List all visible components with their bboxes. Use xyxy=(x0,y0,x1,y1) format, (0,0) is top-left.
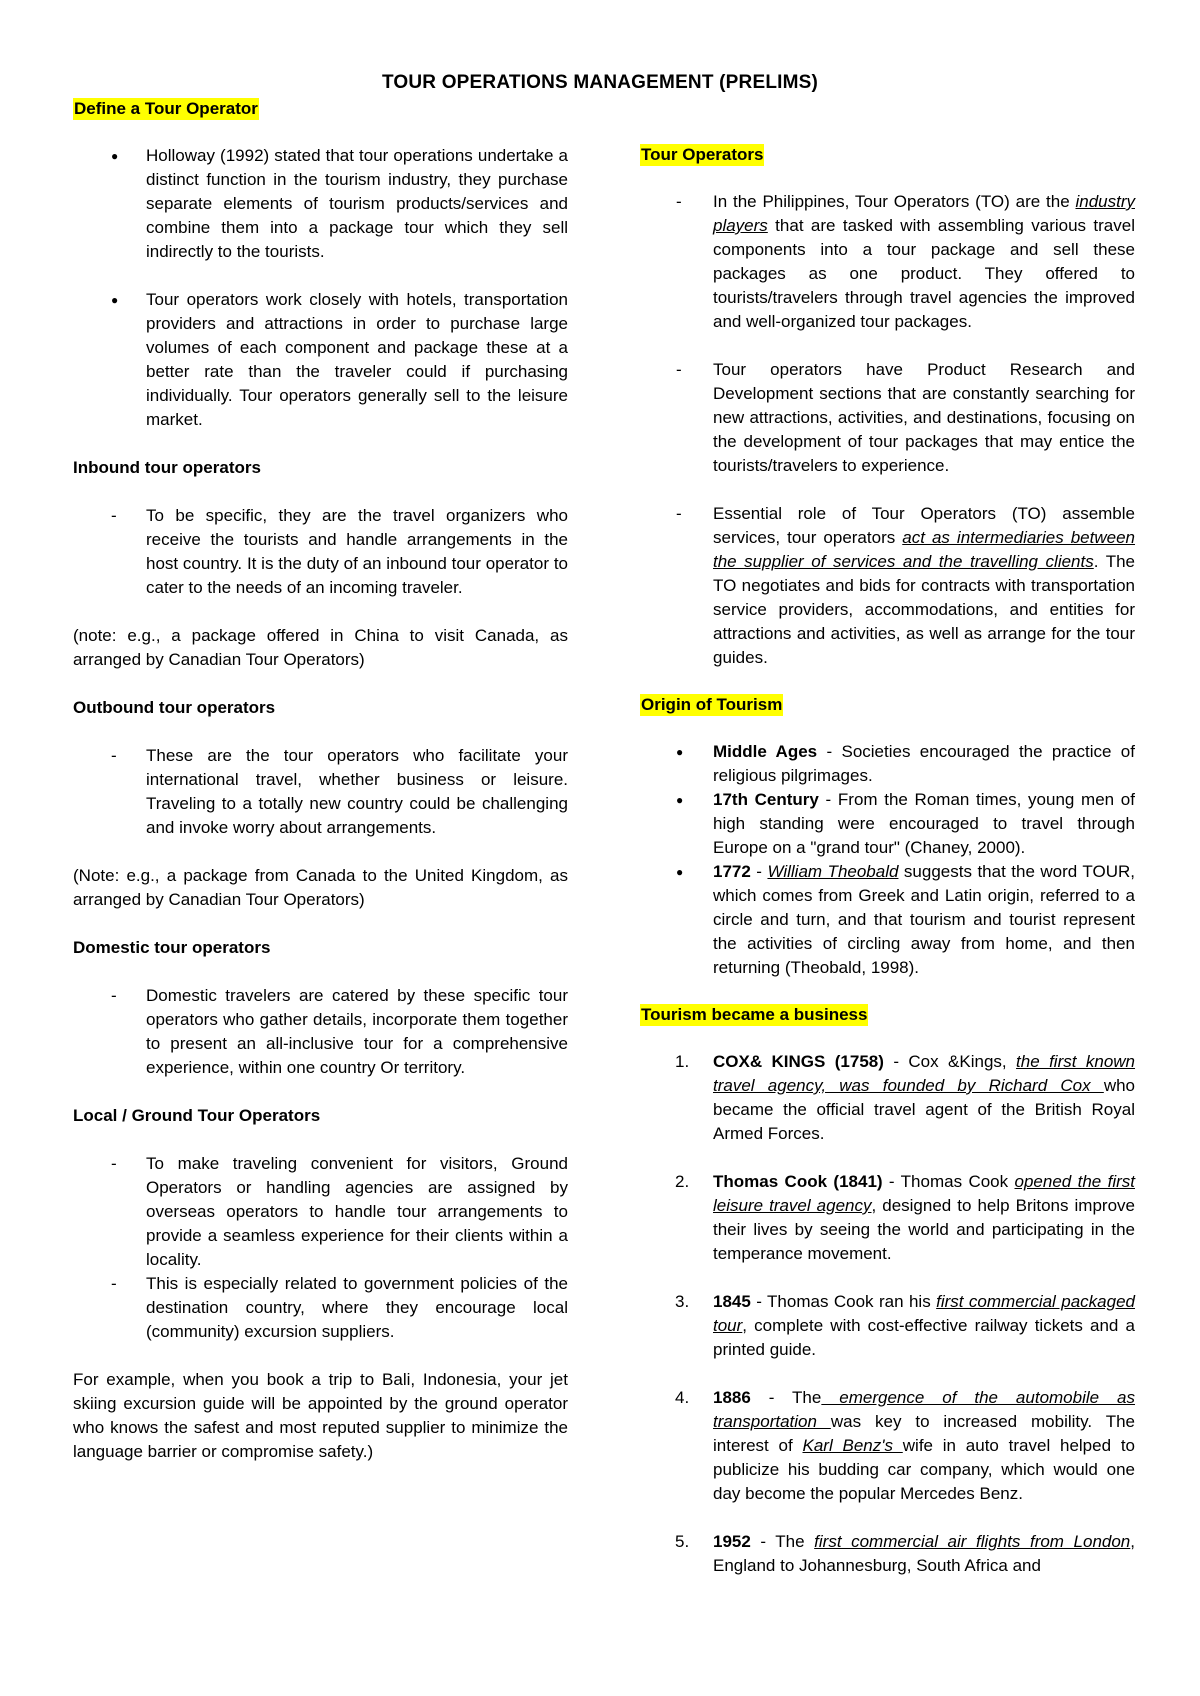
list-item: ● Holloway (1992) stated that tour operations undertake a distinct function in the tourism industry, they purchase separate elements of tourism products/services and combine them into a package tour which they sell indirectly to the tourists. xyxy=(73,144,568,264)
bullet-icon xyxy=(676,788,749,813)
dash-marker: - xyxy=(111,1274,117,1293)
heading-domestic: Domestic tour operators xyxy=(73,938,271,957)
number-marker: 1. xyxy=(675,1052,690,1071)
list-item: - This is especially related to government policies of the destination country, where they encourage local (community) excursion suppliers. xyxy=(111,1274,568,1341)
number-marker: 2. xyxy=(675,1172,690,1191)
bullet-icon xyxy=(676,860,749,885)
list-item: ● 1772 - William Theobald suggests that the word TOUR, which comes from Greek and Latin origin, referred to a circle and turn, and that tourism and tourist represent the activities of circling away from home, and then returning (Theobald, 1998). xyxy=(640,860,1135,980)
bullet-icon xyxy=(676,740,749,765)
inbound-note: (note: e.g., a package offered in China to visit Canada, as arranged by Canadian Tour Operators) xyxy=(73,626,568,669)
left-column xyxy=(73,98,568,1464)
page-title: TOUR OPERATIONS MANAGEMENT (PRELIMS) xyxy=(381,72,819,93)
heading-inbound: Inbound tour operators xyxy=(73,458,261,477)
number-marker: 4. xyxy=(675,1388,690,1407)
number-marker: 5. xyxy=(675,1532,690,1551)
numbered-item: 1. COX& KINGS (1758) - Cox &Kings, the first known travel agency, was founded by Richard Cox who became the official travel agent of the British Royal Armed Forces. xyxy=(675,1052,1136,1143)
local-example: For example, when you book a trip to Bali, Indonesia, your jet skiing excursion guide will be appointed by the ground operator who knows the safest and most reputed supplier to minimize the language barrier or compromise safety.) xyxy=(73,1370,568,1461)
dash-marker: - xyxy=(111,746,117,765)
list-item: - To be specific, they are the travel organizers who receive the tourists and handle arrangements in the host country. It is the duty of an inbound tour operator to cater to the needs of an incoming traveler. xyxy=(111,506,568,597)
numbered-item: 2. Thomas Cook (1841) - Thomas Cook opened the first leisure travel agency, designed to help Britons improve their lives by seeing the world and participating in the temperance movement. xyxy=(675,1172,1135,1263)
list-item: - These are the tour operators who facilitate your international travel, whether business or leisure. Traveling to a totally new country could be challenging and invoke worry about arrangements. xyxy=(111,746,568,837)
list-item: - Essential role of Tour Operators (TO) assemble services, tour operators act as intermediaries between the supplier of services and the travelling clients. The TO negotiates and bids for contracts with transportation service providers, accommodations, and entities for attractions and activities, as well as arrange for the tour guides. xyxy=(676,504,1136,667)
dash-marker: - xyxy=(111,986,117,1005)
heading-define-tour-operator: Define a Tour Operator xyxy=(74,99,258,118)
list-item: ● Middle Ages - Societies encouraged the practice of religious pilgrimages. xyxy=(640,740,1135,788)
dash-marker: - xyxy=(111,1154,117,1173)
numbered-item: 4. 1886 - The emergence of the automobile as transportation was key to increased mobility. The interest of Karl Benz's wife in auto travel helped to publicize his budding car company, which would one day become the popular Mercedes Benz. xyxy=(675,1388,1135,1503)
numbered-item: 5. 1952 - The first commercial air flights from London, England to Johannesburg, South Africa and xyxy=(675,1532,1135,1575)
dash-marker: - xyxy=(111,506,117,525)
right-column xyxy=(640,144,1135,1578)
heading-outbound: Outbound tour operators xyxy=(73,698,276,717)
list-item: - Tour operators have Product Research and Development sections that are constantly searching for new attractions, activities, and destinations, focusing on the development of tour packages that may entice the tourists/travelers to experience. xyxy=(676,360,1135,475)
dash-marker: - xyxy=(676,504,682,523)
list-item: ● Tour operators work closely with hotels, transportation providers and attractions in order to purchase large volumes of each component and package these at a better rate than the traveler could if purchasing individually. Tour operators generally sell to the leisure market. xyxy=(73,288,568,432)
list-item: - Domestic travelers are catered by these specific tour operators who gather details, incorporate them together to present an all-inclusive tour for a comprehensive experience, within one country Or territory. xyxy=(111,986,568,1077)
heading-tour-operators: Tour Operators xyxy=(641,145,764,164)
dash-marker: - xyxy=(676,360,682,379)
number-marker: 3. xyxy=(675,1292,690,1311)
outbound-note: (Note: e.g., a package from Canada to the United Kingdom, as arranged by Canadian Tour Operators) xyxy=(73,866,568,909)
heading-tourism-business: Tourism became a business xyxy=(641,1005,868,1024)
bullet-icon xyxy=(111,288,184,313)
heading-origin-of-tourism: Origin of Tourism xyxy=(641,695,783,714)
dash-marker: - xyxy=(676,192,682,211)
heading-local-ground: Local / Ground Tour Operators xyxy=(73,1106,321,1125)
numbered-item: 3. 1845 - Thomas Cook ran his first commercial packaged tour, complete with cost-effective railway tickets and a printed guide. xyxy=(675,1292,1135,1359)
list-item: ● 17th Century - From the Roman times, young men of high standing were encouraged to travel through Europe on a "grand tour" (Chaney, 2000). xyxy=(640,788,1135,860)
list-item: - To make traveling convenient for visitors, Ground Operators or handling agencies are assigned by overseas operators to handle tour arrangements to provide a seamless experience for their clients within a locality. xyxy=(111,1154,568,1269)
bullet-icon xyxy=(111,144,184,169)
list-item: - In the Philippines, Tour Operators (TO) are the industry players that are tasked with assembling various travel components into a tour package and sell these packages as one product. They offered to tourists/travelers through travel agencies the improved and well-organized tour packages. xyxy=(676,192,1135,331)
